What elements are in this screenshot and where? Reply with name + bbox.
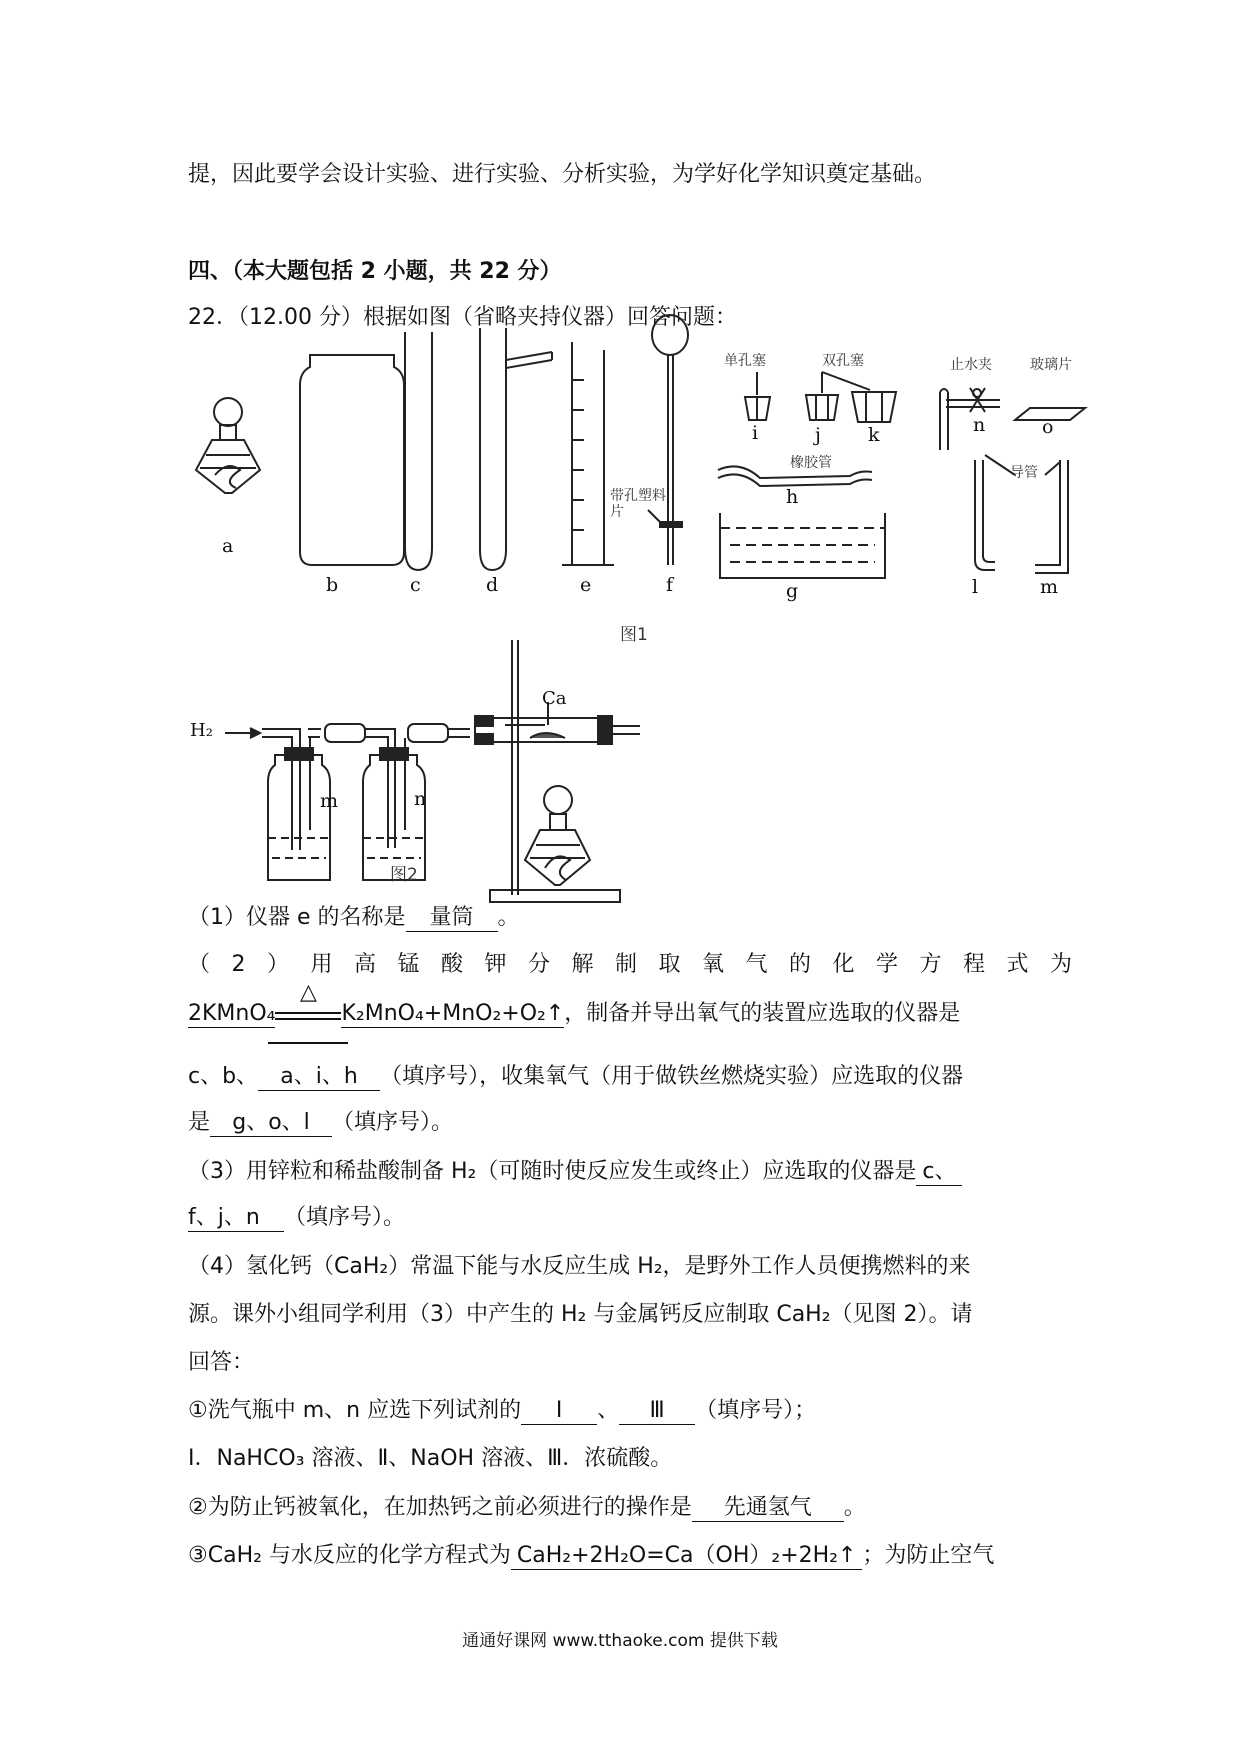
clamp-tube-n (940, 388, 1000, 450)
label-o: o (1042, 416, 1054, 438)
label-b: b (326, 574, 339, 596)
q2-eq-underline (268, 1042, 348, 1044)
section-title: 四、（本大题包括 2 小题，共 22 分） (188, 259, 562, 284)
water-trough-g (720, 513, 885, 578)
q3-line2 (188, 1203, 405, 1233)
label-k: k (868, 424, 880, 446)
intro-tail: 提，因此要学会设计实验、进行实验、分析实验，为学好化学知识奠定基础。 (188, 162, 937, 187)
q2-line1: （2）用高锰酸钾分解制取氧气的化学方程式为 (188, 952, 1094, 977)
label-h2: H₂ (190, 720, 213, 741)
q3-answer-b: f、j、n (188, 1205, 284, 1232)
label-fig2-m: m (320, 790, 339, 812)
combustion-tube (475, 718, 605, 742)
q3-text: （3）用锌粒和稀盐酸制备 H₂（可随时使反应发生或终止）应选取的仪器是 (188, 1159, 917, 1184)
label-i: i (752, 422, 759, 444)
q2-line3-pre: c、b、 (188, 1064, 259, 1089)
q4-s1-answer1: Ⅰ (521, 1398, 597, 1425)
stopper-j (806, 395, 838, 420)
q2-line3-post: （填序号），收集氧气（用于做铁丝燃烧实验）应选取的仪器 (380, 1064, 964, 1089)
q4-s1-post: （填序号）； (695, 1398, 817, 1423)
q4-s3-answer: CaH₂+2H₂O=Ca（OH）₂+2H₂↑ (511, 1543, 863, 1570)
q3-end: （填序号）。 (284, 1205, 406, 1230)
q2-eq-right: K₂MnO₄+MnO₂+O₂↑ (341, 1001, 565, 1026)
label-fig2-n: n (414, 788, 427, 810)
figure-1-caption: 图1 (620, 625, 648, 645)
label-single-stopper: 单孔塞 (724, 353, 766, 369)
q4-sub2 (188, 1493, 866, 1523)
q4-s1-sep: 、 (597, 1398, 620, 1423)
q2-line4-pre: 是 (188, 1110, 211, 1135)
q4-sub1 (188, 1396, 816, 1426)
label-rubber-tube: 橡胶管 (790, 455, 832, 471)
q4-s3-pre: ③CaH₂ 与水反应的化学方程式为 (188, 1543, 511, 1568)
label-m: m (1040, 576, 1059, 598)
label-n: n (973, 414, 986, 436)
label-double-stopper: 双孔塞 (822, 353, 864, 369)
q4-s1-answer2: Ⅲ (619, 1398, 695, 1425)
funnel-f (648, 315, 688, 565)
q4-s2-post: 。 (843, 1495, 866, 1520)
label-j: j (815, 424, 821, 446)
q2-after-eq: ，制备并导出氧气的装置应选取的仪器是 (564, 1001, 961, 1026)
label-a: a (222, 535, 234, 557)
heat-symbol: △ (300, 980, 317, 1005)
bottle-b (300, 355, 404, 565)
figure-2-caption: 图2 (390, 865, 418, 885)
q4-sub3 (188, 1541, 994, 1571)
label-perforated-plate: 带孔塑料片 (610, 488, 666, 520)
q4-line2: 源。课外小组同学利用（3）中产生的 H₂ 与金属钙反应制取 CaH₂（见图 2）。请 (188, 1302, 973, 1327)
label-d: d (486, 574, 499, 596)
q4-s2-pre: ②为防止钙被氧化，在加热钙之前必须进行的操作是 (188, 1495, 692, 1520)
label-f: f (666, 574, 674, 596)
q4-s1-pre: ①洗气瓶中 m、n 应选下列试剂的 (188, 1398, 522, 1423)
label-l: l (972, 576, 979, 598)
graduated-cylinder-e (562, 342, 614, 565)
label-h: h (786, 486, 799, 508)
q2-equation-line (188, 980, 961, 1029)
q4-line3: 回答： (188, 1350, 255, 1375)
q4-line1: （4）氢化钙（CaH₂）常温下能与水反应生成 H₂，是野外工作人员便携燃料的来 (188, 1254, 971, 1279)
label-g: g (786, 580, 799, 602)
stopper-k (852, 392, 896, 422)
q4-s3-post: ；为防止空气 (862, 1543, 995, 1568)
alcohol-lamp-fig2 (525, 786, 590, 885)
q3-line1 (188, 1157, 962, 1187)
label-c: c (410, 574, 421, 596)
conduit-m (1035, 460, 1068, 573)
q2-line3 (188, 1062, 963, 1092)
label-e: e (580, 574, 592, 596)
q2-answer1: a、i、h (258, 1064, 380, 1091)
label-conduit: 导管 (1010, 465, 1038, 481)
q3-answer-a: c、 (916, 1159, 962, 1186)
question-22: 22．（12.00 分）根据如图（省略夹持仪器）回答问题： (188, 305, 737, 330)
conduit-l (975, 460, 995, 570)
q2-eq-left: 2KMnO₄ (188, 1001, 276, 1026)
q1-text: （1）仪器 e 的名称是 (188, 905, 406, 930)
q1-answer: 量筒 (406, 905, 498, 932)
branched-tube-d (480, 328, 552, 570)
q2-line4-post: （填序号）。 (332, 1110, 454, 1135)
label-water-clamp: 止水夹 (950, 357, 992, 373)
label-glass-plate: 玻璃片 (1030, 357, 1072, 373)
q4-s2-answer: 先通氢气 (692, 1495, 844, 1522)
label-ca: Ca (542, 688, 567, 709)
q4-reagents: Ⅰ．NaHCO₃ 溶液、Ⅱ、NaOH 溶液、Ⅲ．浓硫酸。 (188, 1446, 673, 1471)
q1-end: 。 (497, 905, 520, 930)
q1-line (188, 903, 520, 933)
q2-line4 (188, 1108, 453, 1138)
q2-answer2: g、o、l (210, 1110, 332, 1137)
q2-eq-arrow (275, 980, 341, 1020)
page-footer: 通通好课网 www.tthaoke.com 提供下载 (462, 1631, 778, 1651)
figure-2-apparatus (225, 640, 640, 902)
alcohol-lamp-a (196, 398, 260, 493)
test-tube-c (405, 332, 432, 570)
